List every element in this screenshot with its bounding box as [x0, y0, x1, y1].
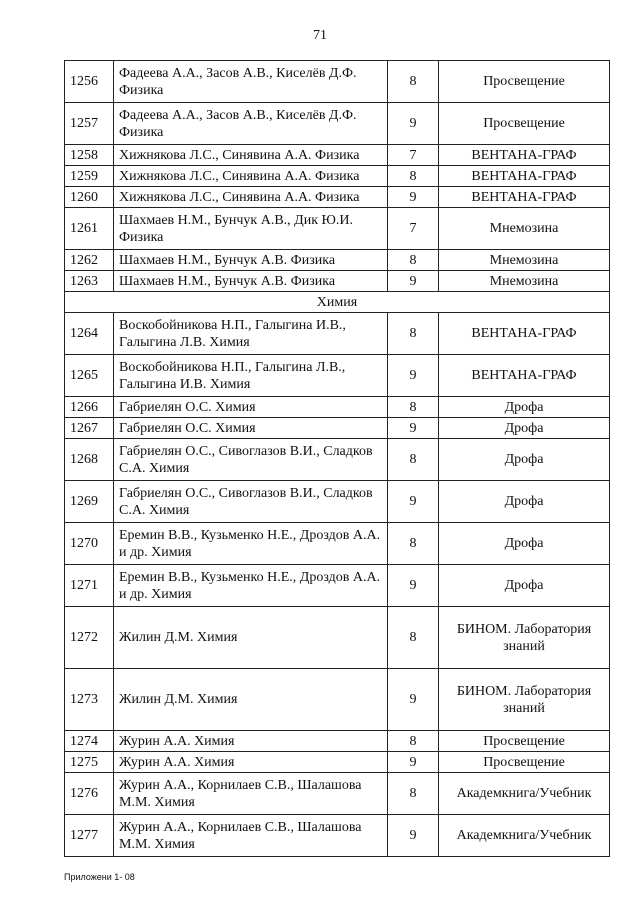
- row-grade: 8: [388, 250, 439, 271]
- row-grade: 8: [388, 773, 439, 815]
- row-grade: 9: [388, 752, 439, 773]
- row-number: 1259: [65, 166, 114, 187]
- row-title: Журин А.А. Химия: [114, 752, 388, 773]
- row-publisher: БИНОМ. Лаборатория знаний: [439, 669, 610, 731]
- table-row: [65, 208, 610, 250]
- row-number: 1273: [65, 669, 114, 731]
- textbook-table: [64, 60, 610, 857]
- footer-note: Приложени 1- 08: [64, 872, 135, 882]
- row-grade: 7: [388, 145, 439, 166]
- row-publisher: ВЕНТАНА-ГРАФ: [439, 187, 610, 208]
- row-title: Хижнякова Л.С., Синявина А.А. Физика: [114, 166, 388, 187]
- table-row: [65, 418, 610, 439]
- row-grade: 9: [388, 187, 439, 208]
- row-publisher: Мнемозина: [439, 271, 610, 292]
- table-row: [65, 61, 610, 103]
- row-grade: 8: [388, 439, 439, 481]
- row-grade: 8: [388, 607, 439, 669]
- row-publisher: ВЕНТАНА-ГРАФ: [439, 313, 610, 355]
- row-publisher: Дрофа: [439, 418, 610, 439]
- row-grade: 9: [388, 481, 439, 523]
- table-row: [65, 565, 610, 607]
- row-grade: 9: [388, 565, 439, 607]
- row-publisher: Академкнига/Учебник: [439, 815, 610, 857]
- row-publisher: ВЕНТАНА-ГРАФ: [439, 166, 610, 187]
- row-grade: 8: [388, 313, 439, 355]
- row-number: 1264: [65, 313, 114, 355]
- row-grade: 9: [388, 355, 439, 397]
- row-publisher: Просвещение: [439, 731, 610, 752]
- row-title: Жилин Д.М. Химия: [114, 669, 388, 731]
- row-publisher: БИНОМ. Лаборатория знаний: [439, 607, 610, 669]
- row-title: Шахмаев Н.М., Бунчук А.В. Физика: [114, 250, 388, 271]
- row-publisher: Академкнига/Учебник: [439, 773, 610, 815]
- row-grade: 9: [388, 103, 439, 145]
- table-row: [65, 607, 610, 669]
- row-number: 1270: [65, 523, 114, 565]
- table-row: [65, 145, 610, 166]
- row-number: 1269: [65, 481, 114, 523]
- row-title: Габриелян О.С., Сивоглазов В.И., Сладков С.А. Химия: [114, 439, 388, 481]
- row-title: Хижнякова Л.С., Синявина А.А. Физика: [114, 145, 388, 166]
- row-grade: 8: [388, 166, 439, 187]
- row-publisher: Мнемозина: [439, 208, 610, 250]
- section-heading: Химия: [65, 292, 610, 313]
- row-number: 1271: [65, 565, 114, 607]
- row-title: Фадеева А.А., Засов А.В., Киселёв Д.Ф. Физика: [114, 103, 388, 145]
- table-row: [65, 397, 610, 418]
- row-number: 1272: [65, 607, 114, 669]
- row-publisher: Дрофа: [439, 439, 610, 481]
- row-grade: 8: [388, 397, 439, 418]
- table-row: [65, 523, 610, 565]
- table-row: [65, 773, 610, 815]
- table-row: [65, 439, 610, 481]
- row-grade: 8: [388, 523, 439, 565]
- section-row: [65, 292, 610, 313]
- table-row: [65, 355, 610, 397]
- row-title: Еремин В.В., Кузьменко Н.Е., Дроздов А.А. и др. Химия: [114, 523, 388, 565]
- row-grade: 9: [388, 815, 439, 857]
- row-number: 1276: [65, 773, 114, 815]
- table-row: [65, 752, 610, 773]
- row-title: Габриелян О.С. Химия: [114, 418, 388, 439]
- row-publisher: Просвещение: [439, 752, 610, 773]
- table-row: [65, 187, 610, 208]
- row-publisher: Дрофа: [439, 397, 610, 418]
- row-publisher: Мнемозина: [439, 250, 610, 271]
- row-publisher: ВЕНТАНА-ГРАФ: [439, 355, 610, 397]
- row-title: Фадеева А.А., Засов А.В., Киселёв Д.Ф. Физика: [114, 61, 388, 103]
- row-number: 1256: [65, 61, 114, 103]
- row-number: 1277: [65, 815, 114, 857]
- row-title: Журин А.А., Корнилаев С.В., Шалашова М.М. Химия: [114, 815, 388, 857]
- row-number: 1267: [65, 418, 114, 439]
- row-number: 1274: [65, 731, 114, 752]
- row-title: Шахмаев Н.М., Бунчук А.В. Физика: [114, 271, 388, 292]
- table-row: [65, 481, 610, 523]
- row-grade: 8: [388, 731, 439, 752]
- row-number: 1261: [65, 208, 114, 250]
- row-publisher: Дрофа: [439, 523, 610, 565]
- row-title: Воскобойникова Н.П., Галыгина Л.В., Галыгина И.В. Химия: [114, 355, 388, 397]
- row-grade: 9: [388, 271, 439, 292]
- table-row: [65, 103, 610, 145]
- row-number: 1260: [65, 187, 114, 208]
- row-publisher: ВЕНТАНА-ГРАФ: [439, 145, 610, 166]
- row-publisher: Просвещение: [439, 61, 610, 103]
- row-number: 1262: [65, 250, 114, 271]
- row-title: Габриелян О.С. Химия: [114, 397, 388, 418]
- row-title: Журин А.А., Корнилаев С.В., Шалашова М.М. Химия: [114, 773, 388, 815]
- table-row: [65, 271, 610, 292]
- row-number: 1268: [65, 439, 114, 481]
- row-number: 1265: [65, 355, 114, 397]
- row-grade: 9: [388, 669, 439, 731]
- row-number: 1263: [65, 271, 114, 292]
- table-row: [65, 166, 610, 187]
- row-title: Хижнякова Л.С., Синявина А.А. Физика: [114, 187, 388, 208]
- row-title: Габриелян О.С., Сивоглазов В.И., Сладков С.А. Химия: [114, 481, 388, 523]
- row-publisher: Дрофа: [439, 565, 610, 607]
- row-grade: 7: [388, 208, 439, 250]
- page-number: 71: [313, 28, 327, 43]
- table-row: [65, 731, 610, 752]
- row-number: 1275: [65, 752, 114, 773]
- row-publisher: Дрофа: [439, 481, 610, 523]
- table-body: [65, 61, 610, 857]
- row-number: 1258: [65, 145, 114, 166]
- row-title: Шахмаев Н.М., Бунчук А.В., Дик Ю.И. Физика: [114, 208, 388, 250]
- row-title: Еремин В.В., Кузьменко Н.Е., Дроздов А.А. и др. Химия: [114, 565, 388, 607]
- row-title: Воскобойникова Н.П., Галыгина И.В., Галыгина Л.В. Химия: [114, 313, 388, 355]
- table-row: [65, 669, 610, 731]
- row-publisher: Просвещение: [439, 103, 610, 145]
- table-row: [65, 313, 610, 355]
- row-title: Жилин Д.М. Химия: [114, 607, 388, 669]
- row-grade: 9: [388, 418, 439, 439]
- row-grade: 8: [388, 61, 439, 103]
- table-row: [65, 250, 610, 271]
- row-number: 1266: [65, 397, 114, 418]
- row-number: 1257: [65, 103, 114, 145]
- row-title: Журин А.А. Химия: [114, 731, 388, 752]
- table-row: [65, 815, 610, 857]
